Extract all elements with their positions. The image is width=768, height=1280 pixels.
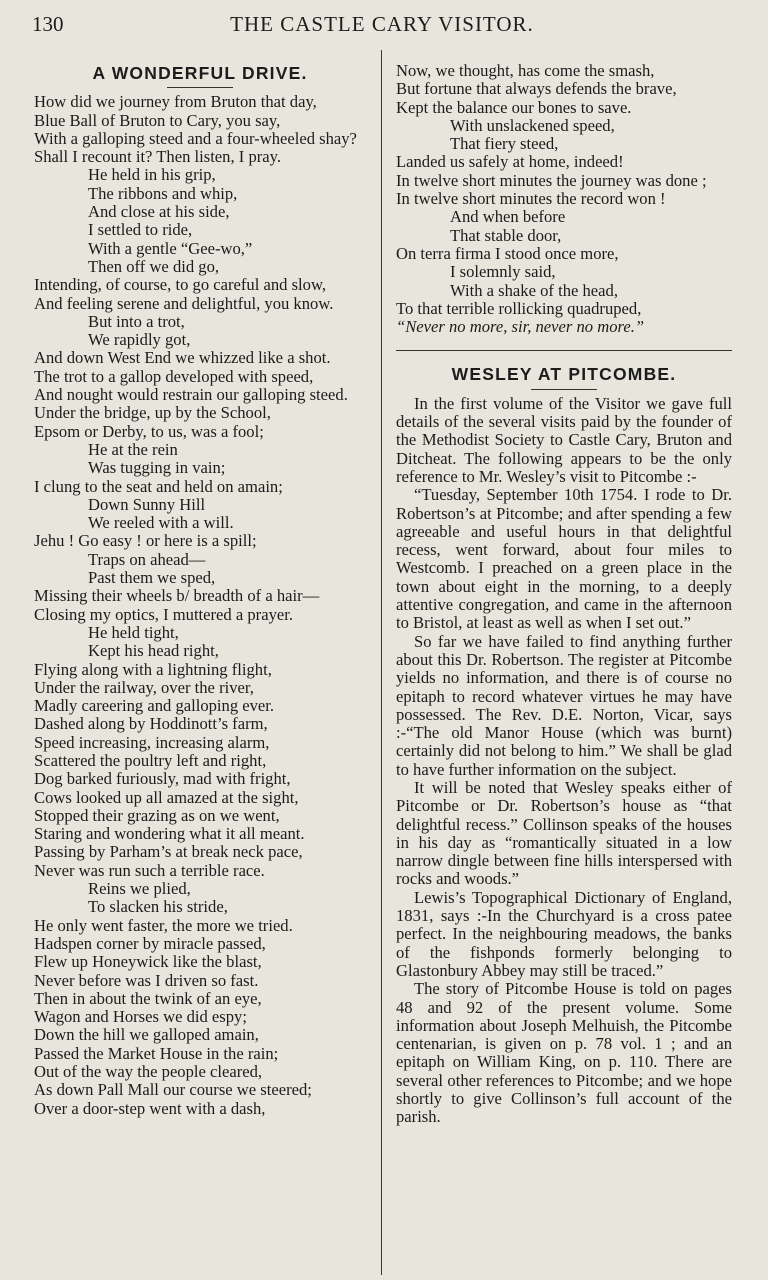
poem-line: He at the rein [88, 439, 178, 459]
poem-line: We rapidly got, [88, 330, 191, 350]
poem-lines-right [396, 62, 732, 336]
poem-line: But fortune that always defends the brave, [396, 79, 677, 99]
poem-line: In twelve short minutes the journey was done ; [396, 170, 707, 190]
poem-line: He held tight, [88, 622, 179, 642]
poem-line: Speed increasing, increasing alarm, [34, 732, 270, 752]
poem-line: With a shake of the head, [450, 280, 618, 300]
poem-line: Jehu ! Go easy ! or here is a spill; [34, 531, 257, 551]
right-column [396, 62, 732, 1127]
poem-line: Then in about the twink of an eye, [34, 988, 262, 1008]
poem-line: Reins we plied, [88, 879, 191, 899]
poem-line: That stable door, [450, 225, 562, 245]
article-title: WESLEY AT PITCOMBE. [451, 364, 677, 385]
title-rule [167, 87, 233, 88]
poem-line: Madly careering and galloping ever. [34, 696, 275, 716]
poem-line: “Never no more, sir, never no more.” [396, 317, 645, 337]
poem-line: Under the bridge, up by the School, [34, 403, 271, 423]
poem-line: Now, we thought, has come the smash, [396, 61, 655, 80]
poem-line: Kept his head right, [88, 641, 219, 661]
poem-line: Kept the balance our bones to save. [396, 97, 632, 117]
page-number: 130 [32, 12, 64, 36]
column-divider [381, 50, 382, 1275]
section-separator [396, 350, 732, 351]
poem-line: Was tugging in vain; [88, 458, 226, 478]
poem-line: I settled to ride, [88, 220, 193, 240]
poem-line: Closing my optics, I muttered a prayer. [34, 604, 293, 624]
poem-line: Hadspen corner by miracle passed, [34, 933, 266, 953]
poem-line: I solemnly said, [450, 262, 556, 282]
poem-line: Dog barked furiously, mad with fright, [34, 769, 291, 789]
poem-line: On terra firma I stood once more, [396, 243, 619, 263]
poem-line: Missing their wheels b/ breadth of a hair— [34, 586, 320, 606]
article-paragraph: “Tuesday, September 10th 1754. I rode to Dr. Robertson’s at Pitcombe; and after spending a few agreeable and useful hours in that delightful recess, went forward, about four miles to Westcomb. I preached on a green place in the town about eight in the morning, to a deeply attentive congregation, and came in the afternoon to Bristol, at least as well as when I set out.” [396, 485, 732, 633]
poem-line: Shall I recount it? Then listen, I pray. [34, 147, 281, 167]
poem-line: Blue Ball of Bruton to Cary, you say, [34, 110, 281, 130]
poem-line: Wagon and Horses we did espy; [34, 1007, 247, 1027]
poem-line: Never before was I driven so fast. [34, 970, 259, 990]
poem-line: With unslackened speed, [450, 115, 615, 135]
poem-line: But into a trot, [88, 311, 185, 331]
poem-line: I clung to the seat and held on amain; [34, 476, 283, 496]
article-body [396, 395, 732, 1127]
poem-line: Landed us safely at home, indeed! [396, 152, 624, 172]
poem-line: Stopped their grazing as on we went, [34, 805, 280, 825]
poem-line: Over a door-step went with a dash, [34, 1098, 266, 1118]
poem-line: Never was run such a terrible race. [34, 860, 265, 880]
poem-line: And down West End we whizzed like a shot. [34, 348, 331, 368]
article-paragraph: Lewis’s Topographical Dictionary of England, 1831, says :-In the Churchyard is a cross patee perfect. In the neighbouring meadows, the banks of the fishponds formerly belonging to Glastonbury Abbey may still be traced.” [396, 887, 732, 980]
title-rule [531, 389, 597, 390]
poem-line: Past them we sped, [88, 568, 216, 588]
poem-line: Flying along with a lightning flight, [34, 659, 272, 679]
poem-line: Down Sunny Hill [88, 494, 206, 514]
poem-line: To that terrible rollicking quadruped, [396, 298, 642, 318]
page-header [32, 12, 732, 42]
poem-line: The ribbons and whip, [88, 183, 238, 203]
poem-line: To slacken his stride, [88, 897, 228, 917]
poem-line: Under the railway, over the river, [34, 677, 254, 697]
poem-line: In twelve short minutes the record won ! [396, 189, 666, 209]
poem-line: And close at his side, [88, 202, 230, 222]
poem-line: That fiery steed, [450, 134, 559, 154]
poem-line: Scattered the poultry left and right, [34, 750, 267, 770]
poem-line: Passing by Parham’s at break neck pace, [34, 842, 303, 862]
poem-title: A WONDERFUL DRIVE. [92, 63, 308, 83]
poem-line: Down the hill we galloped amain, [34, 1025, 259, 1045]
poem-lines-left [34, 93, 366, 1118]
article-paragraph: In the first volume of the Visitor we gave full details of the several visits paid by the founder of the Methodist Society to Castle Cary, Bruton and Ditcheat. The following appears to be the only reference to Mr. Wesley’s visit to Pitcombe :- [396, 393, 732, 486]
poem-line: He held in his grip, [88, 165, 216, 185]
poem-line: He only went faster, the more we tried. [34, 915, 293, 935]
poem-line: And nought would restrain our galloping steed. [34, 385, 348, 405]
poem-line: The trot to a gallop developed with speed, [34, 366, 314, 386]
poem-line: With a gentle “Gee-wo,” [88, 238, 253, 258]
poem-line: Intending, of course, to go careful and slow, [34, 275, 326, 295]
poem-line: Then off we did go, [88, 256, 220, 276]
poem-line: As down Pall Mall our course we steered; [34, 1080, 312, 1100]
poem-line: And when before [450, 207, 566, 227]
poem-line: Flew up Honeywick like the blast, [34, 952, 262, 972]
running-title: THE CASTLE CARY VISITOR. [230, 12, 534, 36]
poem-line: Out of the way the people cleared, [34, 1062, 263, 1082]
poem-line: How did we journey from Bruton that day, [34, 92, 317, 112]
article-paragraph: The story of Pitcombe House is told on pages 48 and 92 of the present volume. Some information about Joseph Melhuish, the Pitcombe centenarian, is given on p. 78 vol. 1 ; and an epitaph on William King, on p. 110. There are several other references to Pitcombe; and we hope shortly to give Collinson’s full account of the parish. [396, 979, 732, 1127]
poem-line: We reeled with a will. [88, 513, 234, 533]
poem-line: And feeling serene and delightful, you know. [34, 293, 334, 313]
article-paragraph: So far we have failed to find anything further about this Dr. Robertson. The register at Pitcombe yields no information, and there is of course no epitaph to record whatever virtues he may have possessed. The Rev. D.E. Norton, Vicar, says :-“The old Manor House (which was burnt) certainly did not belong to him.” We shall be glad to have further information on the subject. [396, 631, 732, 779]
poem-line: With a galloping steed and a four-wheeled shay? [34, 128, 357, 148]
poem-line: Epsom or Derby, to us, was a fool; [34, 421, 264, 441]
article-paragraph: It will be noted that Wesley speaks either of Pitcombe or Dr. Robertson’s house as “that delightful recess.” Collinson speaks of the houses in his day as “romantically situated in a low narrow dingle between fine hills interspersed with rocks and woods.” [396, 777, 732, 889]
left-column [34, 62, 366, 1118]
poem-line: Traps on ahead— [88, 549, 206, 569]
poem-line: Cows looked up all amazed at the sight, [34, 787, 299, 807]
poem-line: Staring and wondering what it all meant. [34, 824, 305, 844]
poem-line: Passed the Market House in the rain; [34, 1043, 279, 1063]
poem-line: Dashed along by Hoddinott’s farm, [34, 714, 268, 734]
